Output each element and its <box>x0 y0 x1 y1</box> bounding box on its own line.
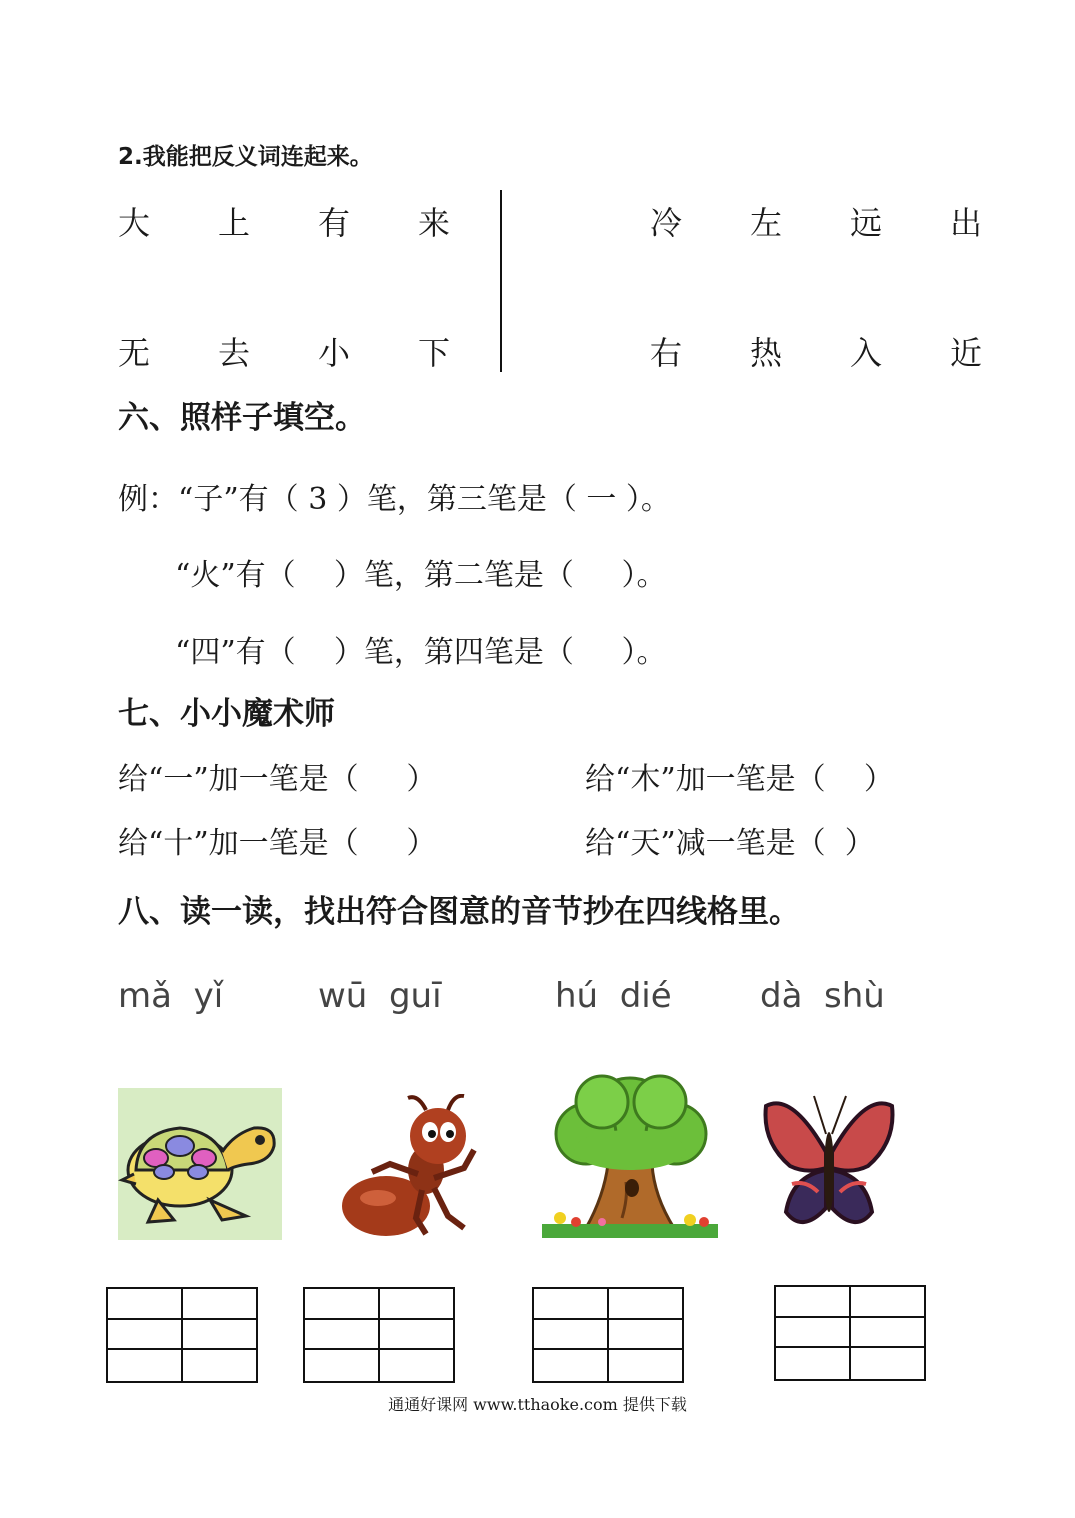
antonym-char: 近 <box>950 334 983 372</box>
antonym-char: 左 <box>750 204 783 242</box>
writing-grid-3[interactable] <box>532 1287 684 1383</box>
antonym-char: 去 <box>218 334 251 372</box>
writing-grid-1[interactable] <box>106 1287 258 1383</box>
magic-question-wood: 给“木”加一笔是（ ） <box>585 762 894 797</box>
antonym-char: 出 <box>950 204 983 242</box>
section-eight-heading: 八、读一读，找出符合图意的音节抄在四线格里。 <box>118 894 800 930</box>
magic-question-one: 给“一”加一笔是（ ） <box>118 762 437 797</box>
antonym-char: 下 <box>418 334 451 372</box>
antonym-char: 来 <box>418 204 451 242</box>
writing-grid-2[interactable] <box>303 1287 455 1383</box>
pinyin-mayi: mǎ yǐ <box>118 976 224 1016</box>
footer-credit: 通通好课网 www.tthaoke.com 提供下载 <box>388 1395 687 1414</box>
pinyin-hudie: hú dié <box>555 976 672 1016</box>
exercise-subtitle: 2.我能把反义词连起来。 <box>118 144 373 170</box>
magic-question-sky: 给“天”减一笔是（ ） <box>585 826 875 861</box>
antonym-char: 有 <box>318 204 351 242</box>
writing-grid-4[interactable] <box>774 1285 926 1381</box>
antonym-char: 上 <box>218 204 251 242</box>
pinyin-wugui: wū guī <box>318 976 442 1016</box>
butterfly-picture <box>762 1092 896 1238</box>
magic-question-ten: 给“十”加一笔是（ ） <box>118 826 437 861</box>
turtle-picture <box>118 1088 282 1240</box>
antonym-char: 大 <box>118 204 151 242</box>
antonym-char: 入 <box>850 334 883 372</box>
example-line: 例：“子”有（ 3 ）笔，第三笔是（ 一 ）。 <box>118 482 671 517</box>
section-six-heading: 六、照样子填空。 <box>118 400 366 436</box>
tree-picture <box>542 1072 718 1242</box>
fill-question-fire: “火”有（ ）笔，第二笔是（ ）。 <box>175 558 667 593</box>
antonym-char: 冷 <box>650 204 683 242</box>
antonym-char: 右 <box>650 334 683 372</box>
section-seven-heading: 七、小小魔术师 <box>118 696 335 732</box>
pinyin-dashu: dà shù <box>760 976 885 1016</box>
fill-question-four: “四”有（ ）笔，第四笔是（ ）。 <box>175 635 667 670</box>
column-divider <box>500 190 502 372</box>
antonym-char: 无 <box>118 334 151 372</box>
antonym-char: 热 <box>750 334 783 372</box>
ant-picture <box>338 1094 488 1240</box>
antonym-char: 远 <box>850 204 883 242</box>
antonym-char: 小 <box>318 334 351 372</box>
